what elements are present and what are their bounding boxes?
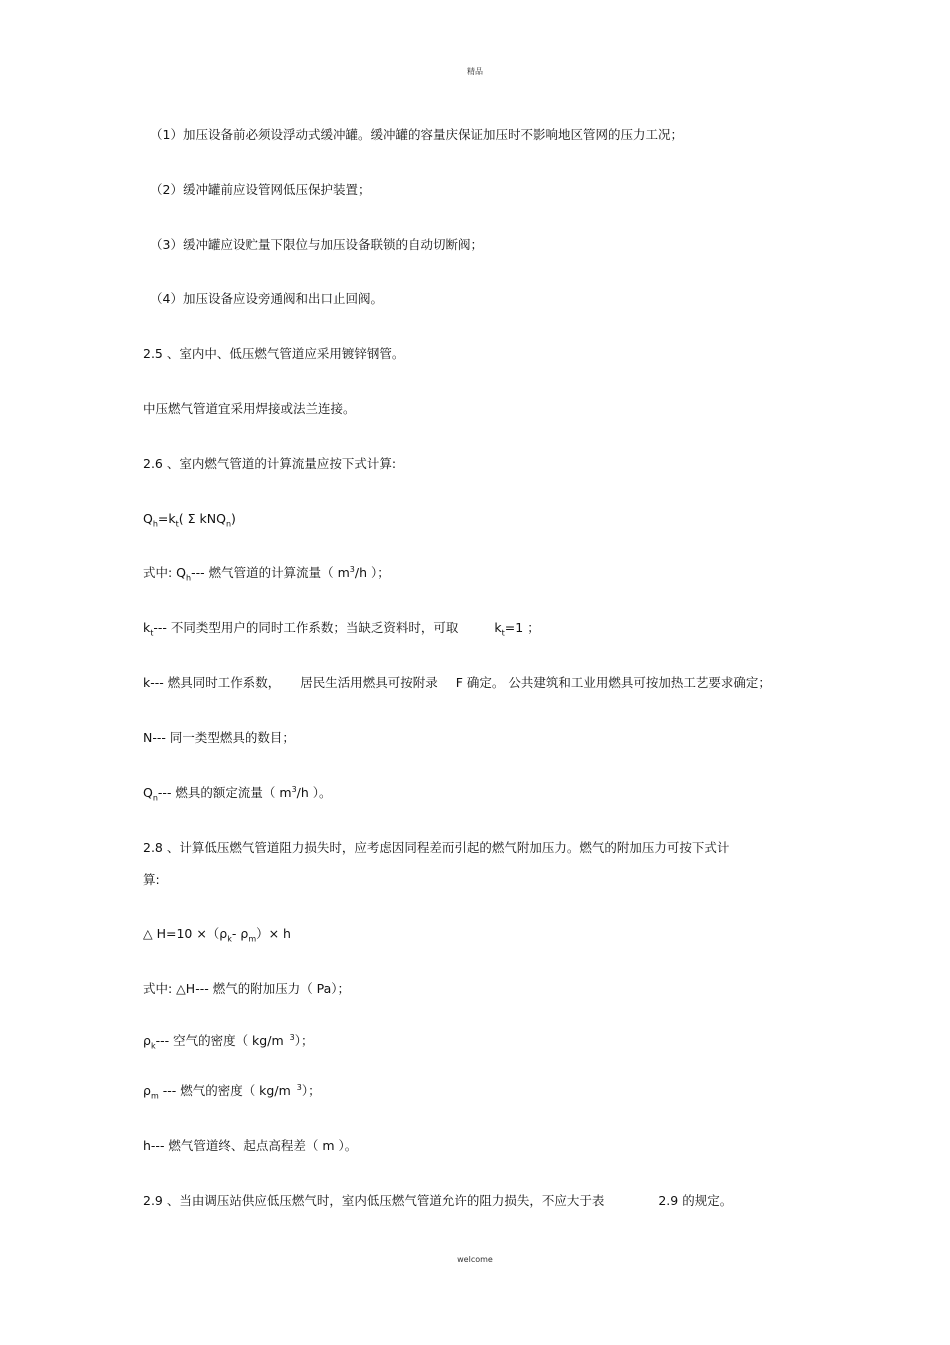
definition-rho-m: $\rho_m$ --- 燃气的密度（ kg/m $^3$）； <box>143 1082 321 1101</box>
section-2-9: 2.9 、当由调压站供应低压燃气时，室内低压燃气管道允许的阻力损失，不应大于表 2.9 的规定。 <box>143 1193 733 1208</box>
definition-h: h--- 燃气管道终、起点高程差（ m ）。 <box>143 1138 358 1153</box>
definition-qn: $Q_n---$ 燃具的额定流量（ $m^3/h$ ）。 <box>143 784 332 803</box>
page-header: 精品 <box>467 67 483 76</box>
definition-kt: $k_t---$ 不同类型用户的同时工作系数；当缺乏资料时，可取 $k_t=1$ ； <box>143 620 540 638</box>
definition-n: N--- 同一类型燃具的数目； <box>143 730 295 745</box>
text-line: 算: <box>143 872 160 887</box>
formula-qh: $Q_h=k_t$( Σ kNQ$_n$) <box>143 511 236 529</box>
definition-qh: 式中: $Q_h---$ 燃气管道的计算流量（ $m^3/h$ ）； <box>143 564 390 583</box>
definition-rho-k: $\rho_k---$ 空气的密度（ kg/m $^3$）； <box>143 1032 314 1051</box>
section-2-6: 2.6 、室内燃气管道的计算流量应按下式计算: <box>143 456 397 471</box>
definition-delta-h: 式中: △H--- 燃气的附加压力（ Pa）； <box>143 981 351 996</box>
definition-k: k--- 燃具同时工作系数， 居民生活用燃具可按附录 F 确定。 公共建筑和工业用燃具可按加热工艺要求确定； <box>143 675 771 690</box>
text-line: （3）缓冲罐应设贮量下限位与加压设备联锁的自动切断阀； <box>150 237 483 252</box>
text-line: （4）加压设备应设旁通阀和出口止回阀。 <box>150 291 383 306</box>
text-line: （1）加压设备前必须设浮动式缓冲罐。缓冲罐的容量庆保证加压时不影响地区管网的压力工况； <box>150 127 683 142</box>
section-2-5: 2.5 、室内中、低压燃气管道应采用镀锌钢管。 <box>143 346 405 361</box>
text-line: （2）缓冲罐前应设管网低压保护装置； <box>150 182 371 197</box>
page-footer: welcome <box>457 1255 493 1264</box>
text-line: 中压燃气管道宜采用焊接或法兰连接。 <box>143 401 356 416</box>
section-2-8: 2.8 、计算低压燃气管道阻力损失时，应考虑因同程差而引起的燃气附加压力。燃气的附加压力可按下式计 <box>143 840 730 855</box>
formula-delta-h: △ $H=10 \times(\rho_k-$ $\rho_m)\times h$ <box>143 926 291 944</box>
